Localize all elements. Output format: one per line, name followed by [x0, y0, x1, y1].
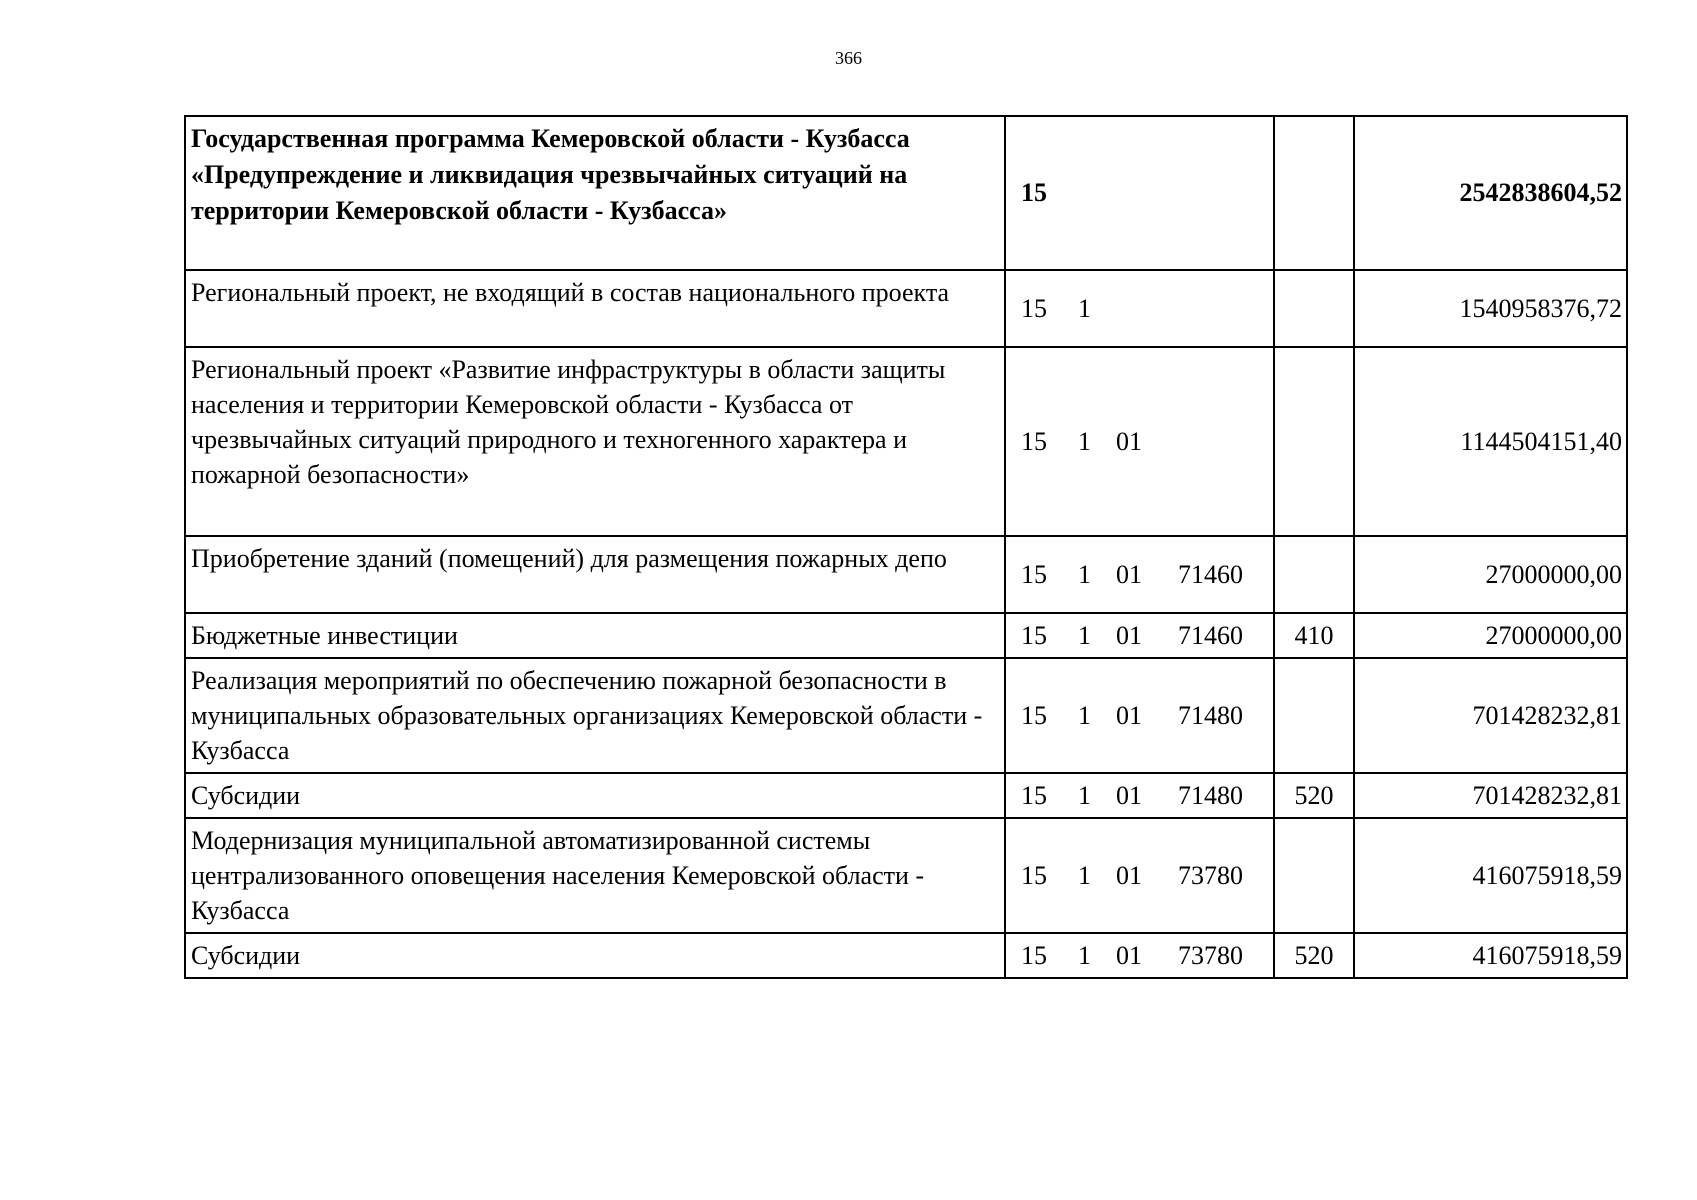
- table-row: [185, 773, 1627, 818]
- code-event: 01: [1116, 780, 1142, 810]
- page-number: 366: [835, 48, 862, 68]
- row-code: [1005, 658, 1274, 773]
- row-sum: 701428232,81: [1354, 773, 1627, 818]
- row-sum: 2542838604,52: [1354, 116, 1627, 270]
- code-program: 15: [1021, 426, 1047, 456]
- row-code: [1005, 270, 1274, 347]
- row-expense-type: 410: [1274, 613, 1354, 658]
- table-row: [185, 347, 1627, 536]
- row-code: [1005, 773, 1274, 818]
- table-row: [185, 116, 1627, 270]
- table-row: [185, 270, 1627, 347]
- code-subprogram: 1: [1078, 620, 1091, 650]
- table-row: [185, 613, 1627, 658]
- row-sum: 416075918,59: [1354, 933, 1627, 978]
- code-direction: 71480: [1178, 780, 1243, 810]
- row-expense-type: [1274, 116, 1354, 270]
- row-sum: 27000000,00: [1354, 613, 1627, 658]
- code-event: 01: [1116, 700, 1142, 730]
- code-program: 15: [1021, 559, 1047, 589]
- row-code: [1005, 116, 1274, 270]
- code-direction: 71460: [1178, 620, 1243, 650]
- table-row: [185, 818, 1627, 933]
- code-subprogram: 1: [1078, 940, 1091, 970]
- row-expense-type: 520: [1274, 773, 1354, 818]
- budget-table: [184, 115, 1628, 979]
- row-code: [1005, 933, 1274, 978]
- code-direction: 71480: [1178, 700, 1243, 730]
- code-subprogram: 1: [1078, 860, 1091, 890]
- code-program: 15: [1021, 620, 1047, 650]
- row-code: [1005, 613, 1274, 658]
- row-sum: 416075918,59: [1354, 818, 1627, 933]
- row-name: Приобретение зданий (помещений) для размещения пожарных депо: [185, 536, 1005, 613]
- row-expense-type: 520: [1274, 933, 1354, 978]
- row-expense-type: [1274, 536, 1354, 613]
- code-subprogram: 1: [1078, 780, 1091, 810]
- code-direction: 73780: [1178, 940, 1243, 970]
- row-name: Региональный проект «Развитие инфраструктуры в области защиты населения и территории Кемеровской области - Кузбасса от чрезвычайных ситуаций природного и техногенного характера и пожарной безопасности»: [185, 347, 1005, 536]
- code-program: 15: [1021, 293, 1047, 323]
- row-code: [1005, 347, 1274, 536]
- code-event: 01: [1116, 559, 1142, 589]
- row-sum: 1144504151,40: [1354, 347, 1627, 536]
- code-direction: 71460: [1178, 559, 1243, 589]
- row-name: Региональный проект, не входящий в состав национального проекта: [185, 270, 1005, 347]
- table-row: [185, 536, 1627, 613]
- row-code: [1005, 536, 1274, 613]
- row-name: Субсидии: [185, 933, 1005, 978]
- code-subprogram: 1: [1078, 559, 1091, 589]
- code-program: 15: [1021, 178, 1047, 207]
- code-subprogram: 1: [1078, 293, 1091, 323]
- table-row: [185, 658, 1627, 773]
- row-expense-type: [1274, 347, 1354, 536]
- table-row: [185, 933, 1627, 978]
- row-name: Модернизация муниципальной автоматизированной системы централизованного оповещения населения Кемеровской области - Кузбасса: [185, 818, 1005, 933]
- code-program: 15: [1021, 940, 1047, 970]
- code-subprogram: 1: [1078, 700, 1091, 730]
- code-event: 01: [1116, 426, 1142, 456]
- code-program: 15: [1021, 700, 1047, 730]
- row-expense-type: [1274, 270, 1354, 347]
- row-name: Реализация мероприятий по обеспечению пожарной безопасности в муниципальных образовательных организациях Кемеровской области - Кузбасса: [185, 658, 1005, 773]
- code-event: 01: [1116, 940, 1142, 970]
- row-code: [1005, 818, 1274, 933]
- row-name: Бюджетные инвестиции: [185, 613, 1005, 658]
- row-expense-type: [1274, 658, 1354, 773]
- code-subprogram: 1: [1078, 426, 1091, 456]
- code-program: 15: [1021, 780, 1047, 810]
- row-expense-type: [1274, 818, 1354, 933]
- row-sum: 27000000,00: [1354, 536, 1627, 613]
- row-name: Государственная программа Кемеровской области - Кузбасса «Предупреждение и ликвидация чрезвычайных ситуаций на территории Кемеровской области - Кузбасса»: [185, 116, 1005, 270]
- code-event: 01: [1116, 860, 1142, 890]
- row-name: Субсидии: [185, 773, 1005, 818]
- row-sum: 1540958376,72: [1354, 270, 1627, 347]
- code-event: 01: [1116, 620, 1142, 650]
- row-sum: 701428232,81: [1354, 658, 1627, 773]
- code-direction: 73780: [1178, 860, 1243, 890]
- code-program: 15: [1021, 860, 1047, 890]
